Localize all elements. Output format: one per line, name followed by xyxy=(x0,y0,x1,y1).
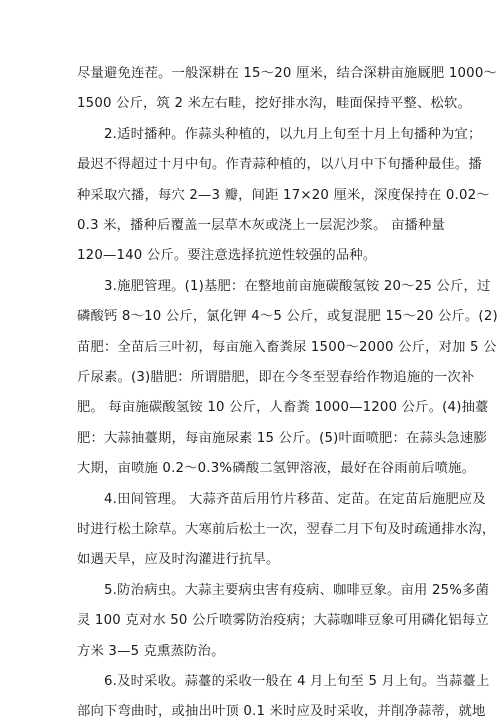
text-line: 苗肥：全苗后三叶初，每亩施入畜粪尿 1500～2000 公斤，对加 5 公 xyxy=(77,340,497,355)
text-line: 肥：大蒜抽薹期，每亩施尿素 15 公斤。(5)叶面喷肥：在蒜头急速膨 xyxy=(77,431,488,446)
text-line: 种采取穴播，每穴 2—3 瓣，间距 17×20 厘米，深度保持在 0.02～ xyxy=(77,188,490,203)
text-line: 如遇天旱，应及时沟灌进行抗旱。 xyxy=(77,552,280,567)
text-line: 部向下弯曲时，或抽出叶顶 0.1 米时应及时采收，并削净蒜蒂，就地 xyxy=(77,704,486,719)
section-2-heading-line: 2.适时播种。作蒜头种植的，以九月上旬至十月上旬播种为宜； xyxy=(104,127,482,142)
text-line: 尽量避免连茬。一般深耕在 15～20 厘米，结合深耕亩施厩肥 1000～ xyxy=(77,66,497,81)
text-line: 0.3 米，播种后覆盖一层草木灰或浇上一层泥沙浆。 亩播种量 xyxy=(77,218,446,233)
text-line: 时进行松土除草。大寒前后松土一次，翌春二月下旬及时疏通排水沟， xyxy=(77,522,496,537)
text-line: 斤尿素。(3)腊肥：所谓腊肥，即在今冬至翌春给作物追施的一次补 xyxy=(77,370,475,385)
text-line: 大期，亩喷施 0.2～0.3%磷酸二氢钾溶液，最好在谷雨前后喷施。 xyxy=(77,461,476,476)
text-line: 方米 3—5 克熏蒸防治。 xyxy=(77,644,225,659)
section-5-heading-line: 5.防治病虫。大蒜主要病虫害有疫病、咖啡豆象。亩用 25%多菌 xyxy=(104,583,490,598)
text-line: 1500 公斤，筑 2 米左右畦，挖好排水沟，畦面保持平整、松软。 xyxy=(77,96,472,111)
text-line: 灵 100 克对水 50 公斤喷雾防治疫病；大蒜咖啡豆象可用磷化铝每立 xyxy=(77,613,489,628)
text-line: 120—140 公斤。要注意选择抗逆性较强的品种。 xyxy=(77,248,377,263)
section-6-heading-line: 6.及时采收。蒜薹的采收一般在 4 月上旬至 5 月上旬。当蒜薹上 xyxy=(104,674,490,689)
section-3-heading-line: 3.施肥管理。(1)基肥：在整地前亩施碳酸氢铵 20～25 公斤，过 xyxy=(104,279,491,294)
text-line: 肥。 每亩施碳酸氢铵 10 公斤，人畜粪 1000—1200 公斤。(4)抽薹 xyxy=(77,400,489,415)
text-line: 磷酸钙 8～10 公斤，氯化钾 4～5 公斤，或复混肥 15～20 公斤。(2) xyxy=(77,309,498,324)
text-line: 最迟不得超过十月中旬。作青蒜种植的，以八月中下旬播种最佳。播 xyxy=(77,157,482,172)
section-4-heading-line: 4.田间管理。 大蒜齐苗后用竹片移苗、定苗。在定苗后施肥应及 xyxy=(104,492,486,507)
